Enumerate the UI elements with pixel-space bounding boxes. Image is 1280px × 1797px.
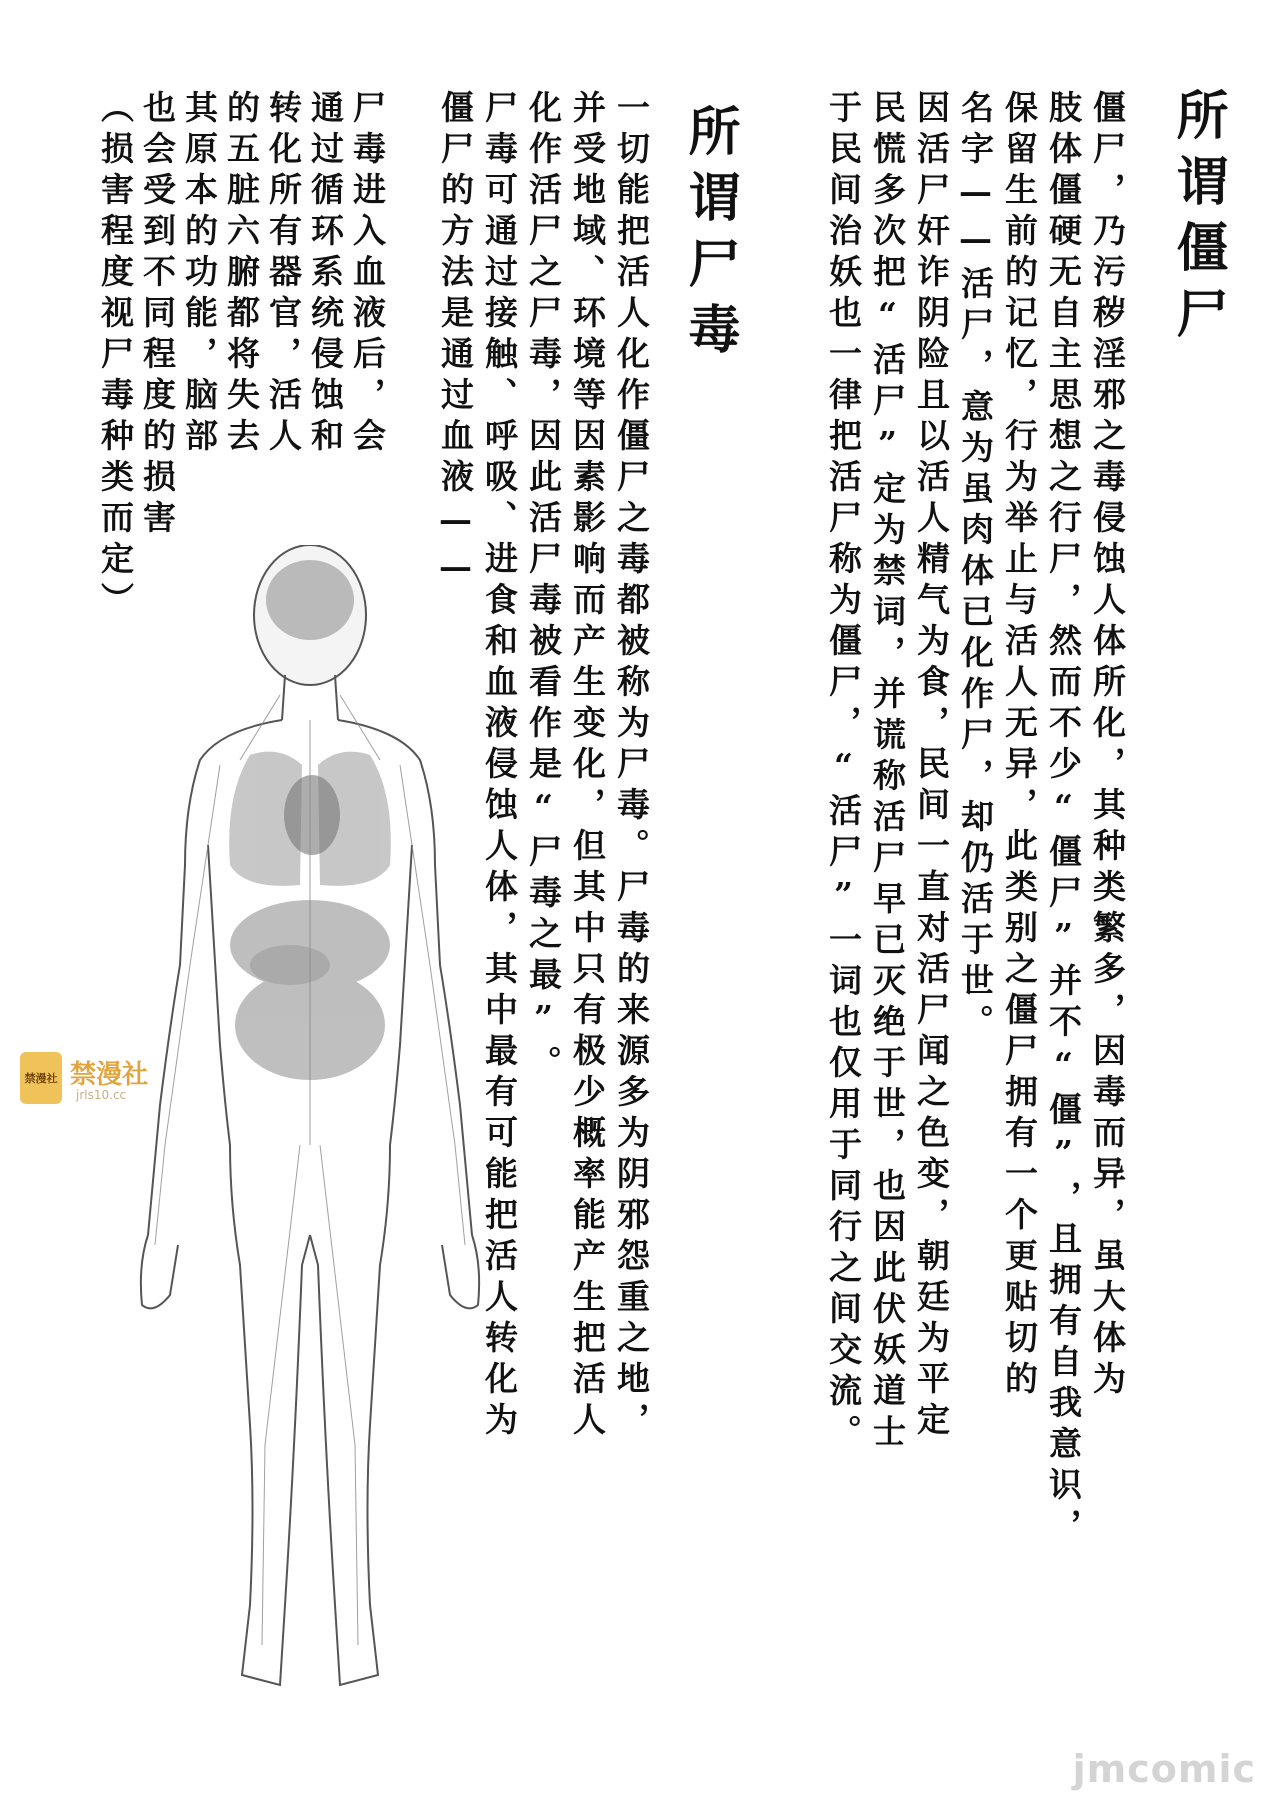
text-column-left-3: 转化所有器官，活人 (264, 90, 303, 459)
stamp-site-name: 禁漫社 (70, 1060, 149, 1090)
site-stamp-logo (14, 1052, 174, 1108)
text-column-left-2: 通过循环系统侵蚀和 (306, 90, 345, 459)
text-column-right-2: 肢体僵硬无自主思想之行尸，然而不少“僵尸”并不“僵”，且拥有自我意识， (1044, 90, 1083, 1549)
text-column-right-3: 保留生前的记忆，行为举止与活人无异，此类别之僵尸拥有一个更贴切的 (1000, 90, 1039, 1402)
anatomy-figure-illustration (130, 545, 490, 1705)
watermark-logo: jmcomic (1072, 1747, 1256, 1791)
text-column-middle-4: 尸毒可通过接触、呼吸、进食和血液侵蚀人体，其中最有可能把活人转化为 (480, 90, 519, 1443)
text-column-middle-5: 僵尸的方法是通过血液—— (436, 90, 475, 594)
text-column-middle-1: 一切能把活人化作僵尸之毒都被称为尸毒。尸毒的来源多为阴邪怨重之地， (612, 90, 651, 1443)
text-column-right-7: 于民间治妖也一律把活尸称为僵尸，“活尸”一词也仅用于同行之间交流。 (824, 90, 863, 1455)
title-jiangshi: 所谓僵尸 (1167, 88, 1228, 352)
text-column-right-4: 名字——活尸，意为虽肉体已化作尸，却仍活于世。 (956, 90, 995, 1045)
text-column-left-7: （损害程度视尸毒种类而定） (96, 90, 135, 623)
text-column-left-6: 也会受到不同程度的损害 (138, 90, 177, 541)
stamp-badge: 禁漫社 (20, 1052, 62, 1104)
text-column-left-5: 其原本的功能，脑部 (180, 90, 219, 459)
text-column-left-1: 尸毒进入血液后，会 (348, 90, 387, 459)
title-shidu: 所谓尸毒 (679, 104, 740, 368)
text-column-middle-2: 并受地域、环境等因素影响而产生变化，但其中只有极少概率能产生把活人 (568, 90, 607, 1443)
text-column-right-1: 僵尸，乃污秽淫邪之毒侵蚀人体所化，其种类繁多，因毒而异，虽大体为 (1088, 90, 1127, 1402)
text-column-right-5: 因活尸奸诈阴险且以活人精气为食，民间一直对活尸闻之色变，朝廷为平定 (912, 90, 951, 1443)
text-column-middle-3: 化作活尸之尸毒，因此活尸毒被看作是“尸毒之最”。 (524, 90, 563, 1086)
text-column-right-6: 民慌多次把“活尸”定为禁词，并谎称活尸早已灭绝于世，也因此伏妖道士 (868, 90, 907, 1455)
stamp-site-url: jrls10.cc (76, 1088, 127, 1102)
text-column-left-4: 的五脏六腑都将失去 (222, 90, 261, 459)
